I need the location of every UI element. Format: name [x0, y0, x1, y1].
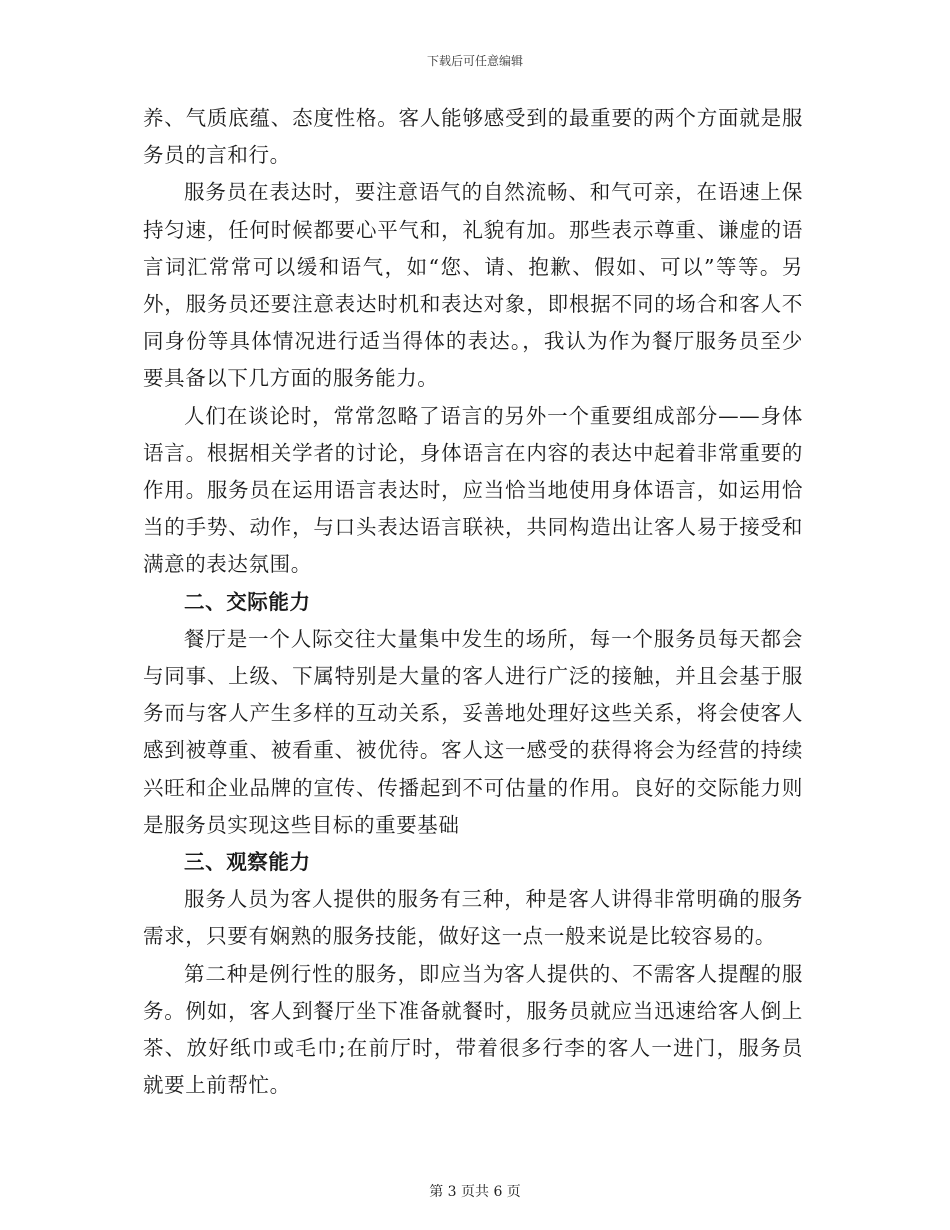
document-body	[143, 100, 803, 1104]
section-heading-observation: 三、观察能力	[184, 850, 311, 875]
paragraph-routine-service: 第二种是例行性的服务，即应当为客人提供的、不需客人提醒的服务。例如，客人到餐厅坐下准备就餐时，服务员就应当迅速给客人倒上茶、放好纸巾或毛巾;在前厅时，带着很多行李的客人一进门，服务员就要上前帮忙。	[143, 961, 803, 1098]
paragraph-body-language: 人们在谈论时，常常忽略了语言的另外一个重要组成部分——身体语言。根据相关学者的讨论，身体语言在内容的表达中起着非常重要的作用。服务员在运用语言表达时，应当恰当地使用身体语言，如运用恰当的手势、动作，与口头表达语言联袂，共同构造出让客人易于接受和满意的表达氛围。	[143, 403, 803, 577]
section-heading-communication: 二、交际能力	[184, 589, 311, 614]
paragraph-communication: 餐厅是一个人际交往大量集中发生的场所，每一个服务员每天都会与同事、上级、下属特别是大量的客人进行广泛的接触，并且会基于服务而与客人产生多样的互动关系，妥善地处理好这些关系，将会使客人感到被尊重、被看重、被优待。客人这一感受的获得将会为经营的持续兴旺和企业品牌的宣传、传播起到不可估量的作用。良好的交际能力则是服务员实现这些目标的重要基础	[143, 626, 803, 837]
page-header: 下载后可任意编辑	[426, 54, 523, 68]
paragraph-expression: 服务员在表达时，要注意语气的自然流畅、和气可亲，在语速上保持匀速，任何时候都要心平气和，礼貌有加。那些表示尊重、谦虚的语言词汇常常可以缓和语气，如“您、请、抱歉、假如、可以”等等。另外，服务员还要注意表达时机和表达对象，即根据不同的场合和客人不同身份等具体情况进行适当得体的表达。，我认为作为餐厅服务员至少要具备以下几方面的服务能力。	[143, 180, 803, 391]
page-number: 第 3 页共 6 页	[429, 1184, 521, 1200]
paragraph-service-types: 服务人员为客人提供的服务有三种，种是客人讲得非常明确的服务需求，只要有娴熟的服务技能，做好这一点一般来说是比较容易的。	[143, 887, 803, 949]
paragraph-continued: 养、气质底蕴、态度性格。客人能够感受到的最重要的两个方面就是服务员的言和行。	[143, 106, 803, 168]
